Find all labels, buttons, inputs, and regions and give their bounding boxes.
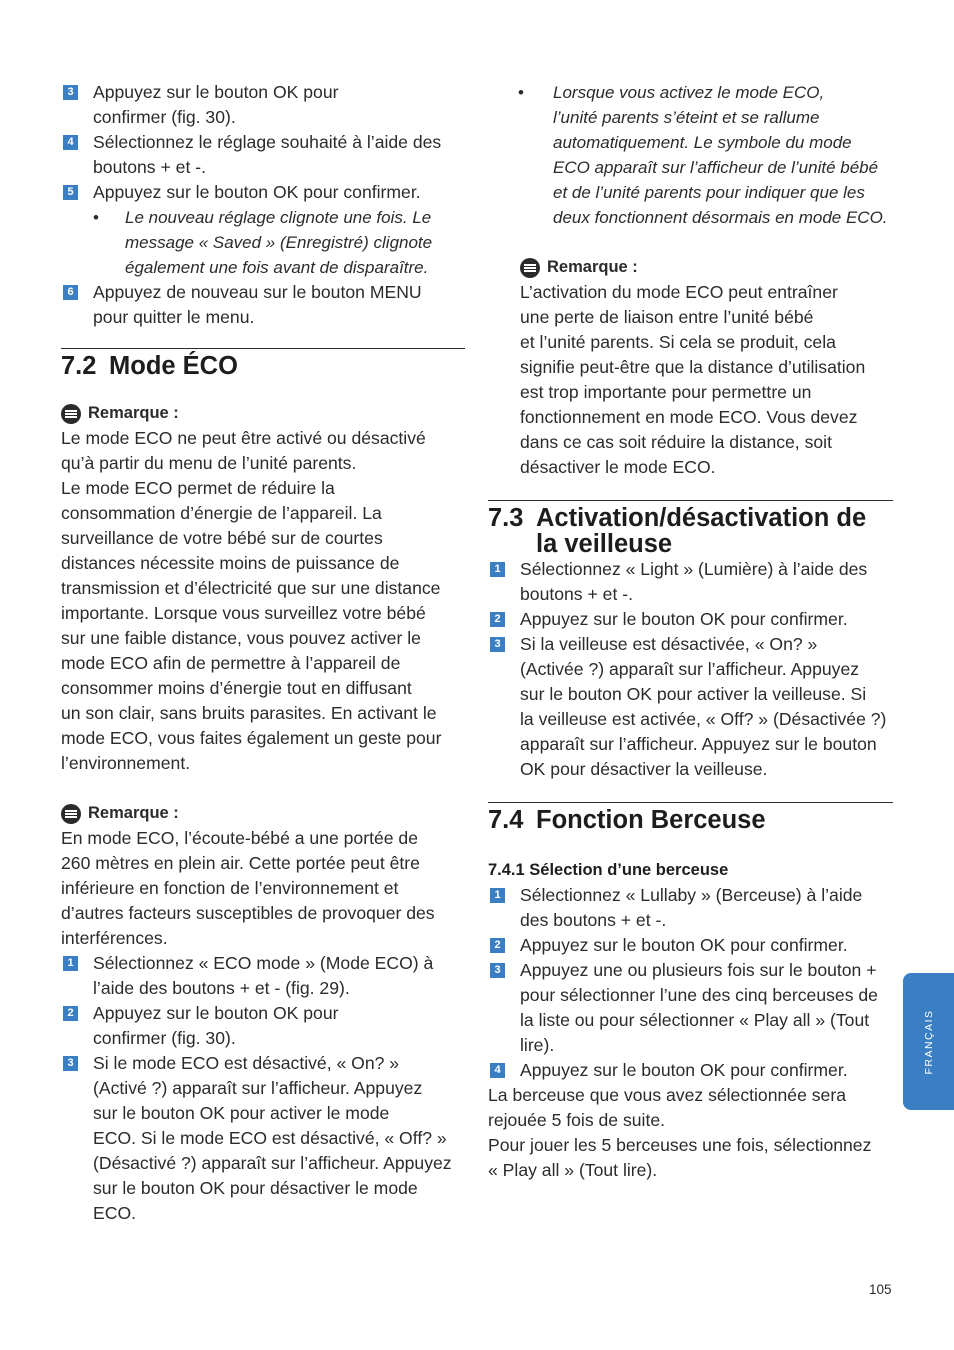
note-line: fonctionnement en mode ECO. Vous devez	[520, 407, 858, 427]
bullet-line: l’unité parents s’éteint et se rallume	[553, 108, 820, 127]
step-number: 2	[490, 612, 505, 627]
page-number: 105	[869, 1282, 892, 1297]
step-line: Sélectionnez « ECO mode » (Mode ECO) à	[93, 953, 434, 973]
note-block	[488, 255, 893, 480]
step-line: Sélectionnez le réglage souhaité à l’aide des	[93, 132, 442, 152]
language-label: FRANÇAIS	[922, 1008, 935, 1075]
note-line: est trop importante pour permettre un	[520, 382, 812, 402]
subsection-heading: 7.4.1 Sélection d’une berceuse	[488, 861, 729, 879]
section-title: Mode ÉCO	[109, 352, 238, 380]
step-line: OK pour désactiver la veilleuse.	[520, 759, 768, 779]
step-line: Appuyez sur le bouton OK pour	[93, 82, 339, 102]
bullet-symbol: •	[93, 208, 99, 227]
bullet-item	[61, 205, 465, 280]
bullet-item	[488, 80, 893, 230]
step-line: sur le bouton OK pour désactiver le mode	[93, 1178, 418, 1198]
note-line: mode ECO afin de permettre à l’appareil de	[61, 653, 401, 673]
step-line: Sélectionnez « Lullaby » (Berceuse) à l’aide	[520, 885, 863, 905]
step-line: l’aide des boutons + et - (fig. 29).	[93, 978, 350, 998]
note-block	[61, 401, 465, 776]
note-body	[61, 426, 465, 776]
note-line: surveillance de votre bébé sur de courtes	[61, 528, 383, 548]
note-line: consommation d’énergie de l’appareil. La	[61, 503, 382, 523]
step-line: la liste ou pour sélectionner « Play all » (Tout	[520, 1010, 870, 1030]
note-title	[520, 255, 893, 280]
step-number: 3	[490, 963, 505, 978]
step-line: Appuyez une ou plusieurs fois sur le bouton +	[520, 960, 877, 980]
note-line: dans ce cas soit réduire la distance, soit	[520, 432, 832, 452]
step-line: la veilleuse est activée, « Off? » (Désactivée ?)	[520, 709, 887, 729]
step-number: 1	[63, 956, 78, 971]
step-line: Appuyez sur le bouton OK pour confirmer.	[520, 609, 848, 629]
step-line: Si la veilleuse est désactivée, « On? »	[520, 634, 818, 654]
step-number: 5	[63, 185, 78, 200]
note-line: transmission et d’électricité que sur une distance	[61, 578, 441, 598]
step-line: Si le mode ECO est désactivé, « On? »	[93, 1053, 400, 1073]
note-line: sur une faible distance, vous pouvez activer le	[61, 628, 421, 648]
note-line: consommer moins d’énergie tout en diffusant	[61, 678, 412, 698]
note-line: et l’unité parents. Si cela se produit, cela	[520, 332, 836, 352]
note-title-text: Remarque :	[88, 804, 179, 822]
right-column	[488, 80, 893, 1183]
step-number: 1	[490, 888, 505, 903]
bullet-line: ECO apparaît sur l’afficheur de l’unité bébé	[553, 158, 879, 177]
step-line: des boutons + et -.	[520, 910, 667, 930]
step-number: 4	[63, 135, 78, 150]
note-icon	[61, 804, 81, 824]
step-line: confirmer (fig. 30).	[93, 1028, 236, 1048]
step-line: pour sélectionner l’une des cinq berceuses de	[520, 985, 878, 1005]
step-item	[488, 632, 893, 782]
step-line: Appuyez sur le bouton OK pour confirmer.	[93, 182, 421, 202]
note-icon	[520, 258, 540, 278]
step-item	[61, 951, 465, 1001]
step-item	[61, 280, 465, 330]
note-title-text: Remarque :	[88, 404, 179, 422]
note-line: L’activation du mode ECO peut entraîner	[520, 282, 838, 302]
note-title	[61, 401, 465, 426]
step-line: boutons + et -.	[93, 157, 206, 177]
bullet-symbol: •	[518, 83, 524, 102]
step-item	[488, 607, 893, 632]
note-line: Le mode ECO ne peut être activé ou désactivé	[61, 428, 426, 448]
note-line: Le mode ECO permet de réduire la	[61, 478, 335, 498]
step-number: 2	[63, 1006, 78, 1021]
step-line: sur le bouton OK pour activer la veilleuse. Si	[520, 684, 867, 704]
step-line: (Activé ?) apparaît sur l’afficheur. Appuyez	[93, 1078, 423, 1098]
language-tab	[903, 973, 954, 1110]
section-heading	[61, 353, 465, 379]
section-heading	[488, 505, 893, 557]
step-line: lire).	[520, 1035, 555, 1055]
note-line: un son clair, sans bruits parasites. En activant le	[61, 703, 437, 723]
step-number: 2	[490, 938, 505, 953]
step-item	[488, 557, 893, 607]
step-item	[61, 130, 465, 180]
note-line: importante. Lorsque vous surveillez votre bébé	[61, 603, 426, 623]
step-line: boutons + et -.	[520, 584, 633, 604]
step-line: Appuyez sur le bouton OK pour	[93, 1003, 339, 1023]
note-line: une perte de liaison entre l’unité bébé	[520, 307, 814, 327]
paragraph-line: « Play all » (Tout lire).	[488, 1160, 658, 1180]
note-line: En mode ECO, l’écoute-bébé a une portée de	[61, 828, 418, 848]
step-number: 3	[63, 1056, 78, 1071]
section-heading	[488, 807, 893, 833]
step-line: Appuyez sur le bouton OK pour confirmer.	[520, 935, 848, 955]
section-7-3	[488, 500, 893, 557]
step-number: 3	[63, 85, 78, 100]
bullet-line: et de l’unité parents pour indiquer que les	[553, 183, 865, 202]
bullet-line: message « Saved » (Enregistré) clignote	[125, 233, 433, 252]
section-title: la veilleuse	[536, 530, 673, 558]
step-line: Appuyez sur le bouton OK pour confirmer.	[520, 1060, 848, 1080]
note-body	[61, 826, 465, 951]
note-line: interférences.	[61, 928, 168, 948]
step-line: apparaît sur l’afficheur. Appuyez sur le bouton	[520, 734, 877, 754]
note-line: mode ECO, vous faites également un geste pour	[61, 728, 442, 748]
bullet-line: Le nouveau réglage clignote une fois. Le	[125, 208, 432, 227]
step-item	[488, 1058, 893, 1083]
note-line: signifie peut-être que la distance d’utilisation	[520, 357, 866, 377]
closing-paragraph	[488, 1083, 893, 1183]
step-number: 1	[490, 562, 505, 577]
step-line: pour quitter le menu.	[93, 307, 255, 327]
step-item	[488, 883, 893, 933]
note-line: distances nécessite moins de puissance de	[61, 553, 400, 573]
note-line: l’environnement.	[61, 753, 191, 773]
step-number: 3	[490, 637, 505, 652]
note-block	[61, 801, 465, 951]
note-title	[61, 801, 465, 826]
note-title-text: Remarque :	[547, 258, 638, 276]
bullet-line: deux fonctionnent désormais en mode ECO.	[553, 208, 888, 227]
bullet-line: Lorsque vous activez le mode ECO,	[553, 83, 825, 102]
step-line: sur le bouton OK pour activer le mode	[93, 1103, 390, 1123]
step-line: Appuyez de nouveau sur le bouton MENU	[93, 282, 422, 302]
section-number: 7.4	[488, 806, 524, 834]
step-line: confirmer (fig. 30).	[93, 107, 236, 127]
step-line: Sélectionnez « Light » (Lumière) à l’aide des	[520, 559, 868, 579]
section-title: Activation/désactivation de	[536, 504, 867, 532]
step-line: (Activée ?) apparaît sur l’afficheur. Appuyez	[520, 659, 860, 679]
note-line: 260 mètres en plein air. Cette portée peut être	[61, 853, 420, 873]
bullet-line: également une fois avant de disparaître.	[125, 258, 429, 277]
step-item	[61, 180, 465, 205]
section-number: 7.2	[61, 352, 97, 380]
step-number: 4	[490, 1063, 505, 1078]
step-item	[61, 80, 465, 130]
step-number: 6	[63, 285, 78, 300]
section-7-2	[61, 348, 465, 379]
note-line: désactiver le mode ECO.	[520, 457, 716, 477]
paragraph-line: La berceuse que vous avez sélectionnée sera	[488, 1085, 846, 1105]
note-icon	[61, 404, 81, 424]
step-line: ECO.	[93, 1203, 137, 1223]
left-column	[61, 80, 465, 1226]
section-title: Fonction Berceuse	[536, 806, 766, 834]
note-line: qu’à partir du menu de l’unité parents.	[61, 453, 357, 473]
section-number: 7.3	[488, 504, 524, 532]
note-body	[520, 280, 893, 480]
step-item	[488, 933, 893, 958]
bullet-line: automatiquement. Le symbole du mode	[553, 133, 852, 152]
step-item	[61, 1051, 465, 1226]
note-line: d’autres facteurs susceptibles de provoquer des	[61, 903, 435, 923]
note-line: inférieure en fonction de l’environnement et	[61, 878, 399, 898]
step-item	[61, 1001, 465, 1051]
section-7-4	[488, 802, 893, 833]
paragraph-line: rejouée 5 fois de suite.	[488, 1110, 666, 1130]
step-line: ECO. Si le mode ECO est désactivé, « Off? »	[93, 1128, 447, 1148]
step-item	[488, 958, 893, 1058]
paragraph-line: Pour jouer les 5 berceuses une fois, sélectionnez	[488, 1135, 872, 1155]
step-line: (Désactivé ?) apparaît sur l’afficheur. Appuyez	[93, 1153, 452, 1173]
